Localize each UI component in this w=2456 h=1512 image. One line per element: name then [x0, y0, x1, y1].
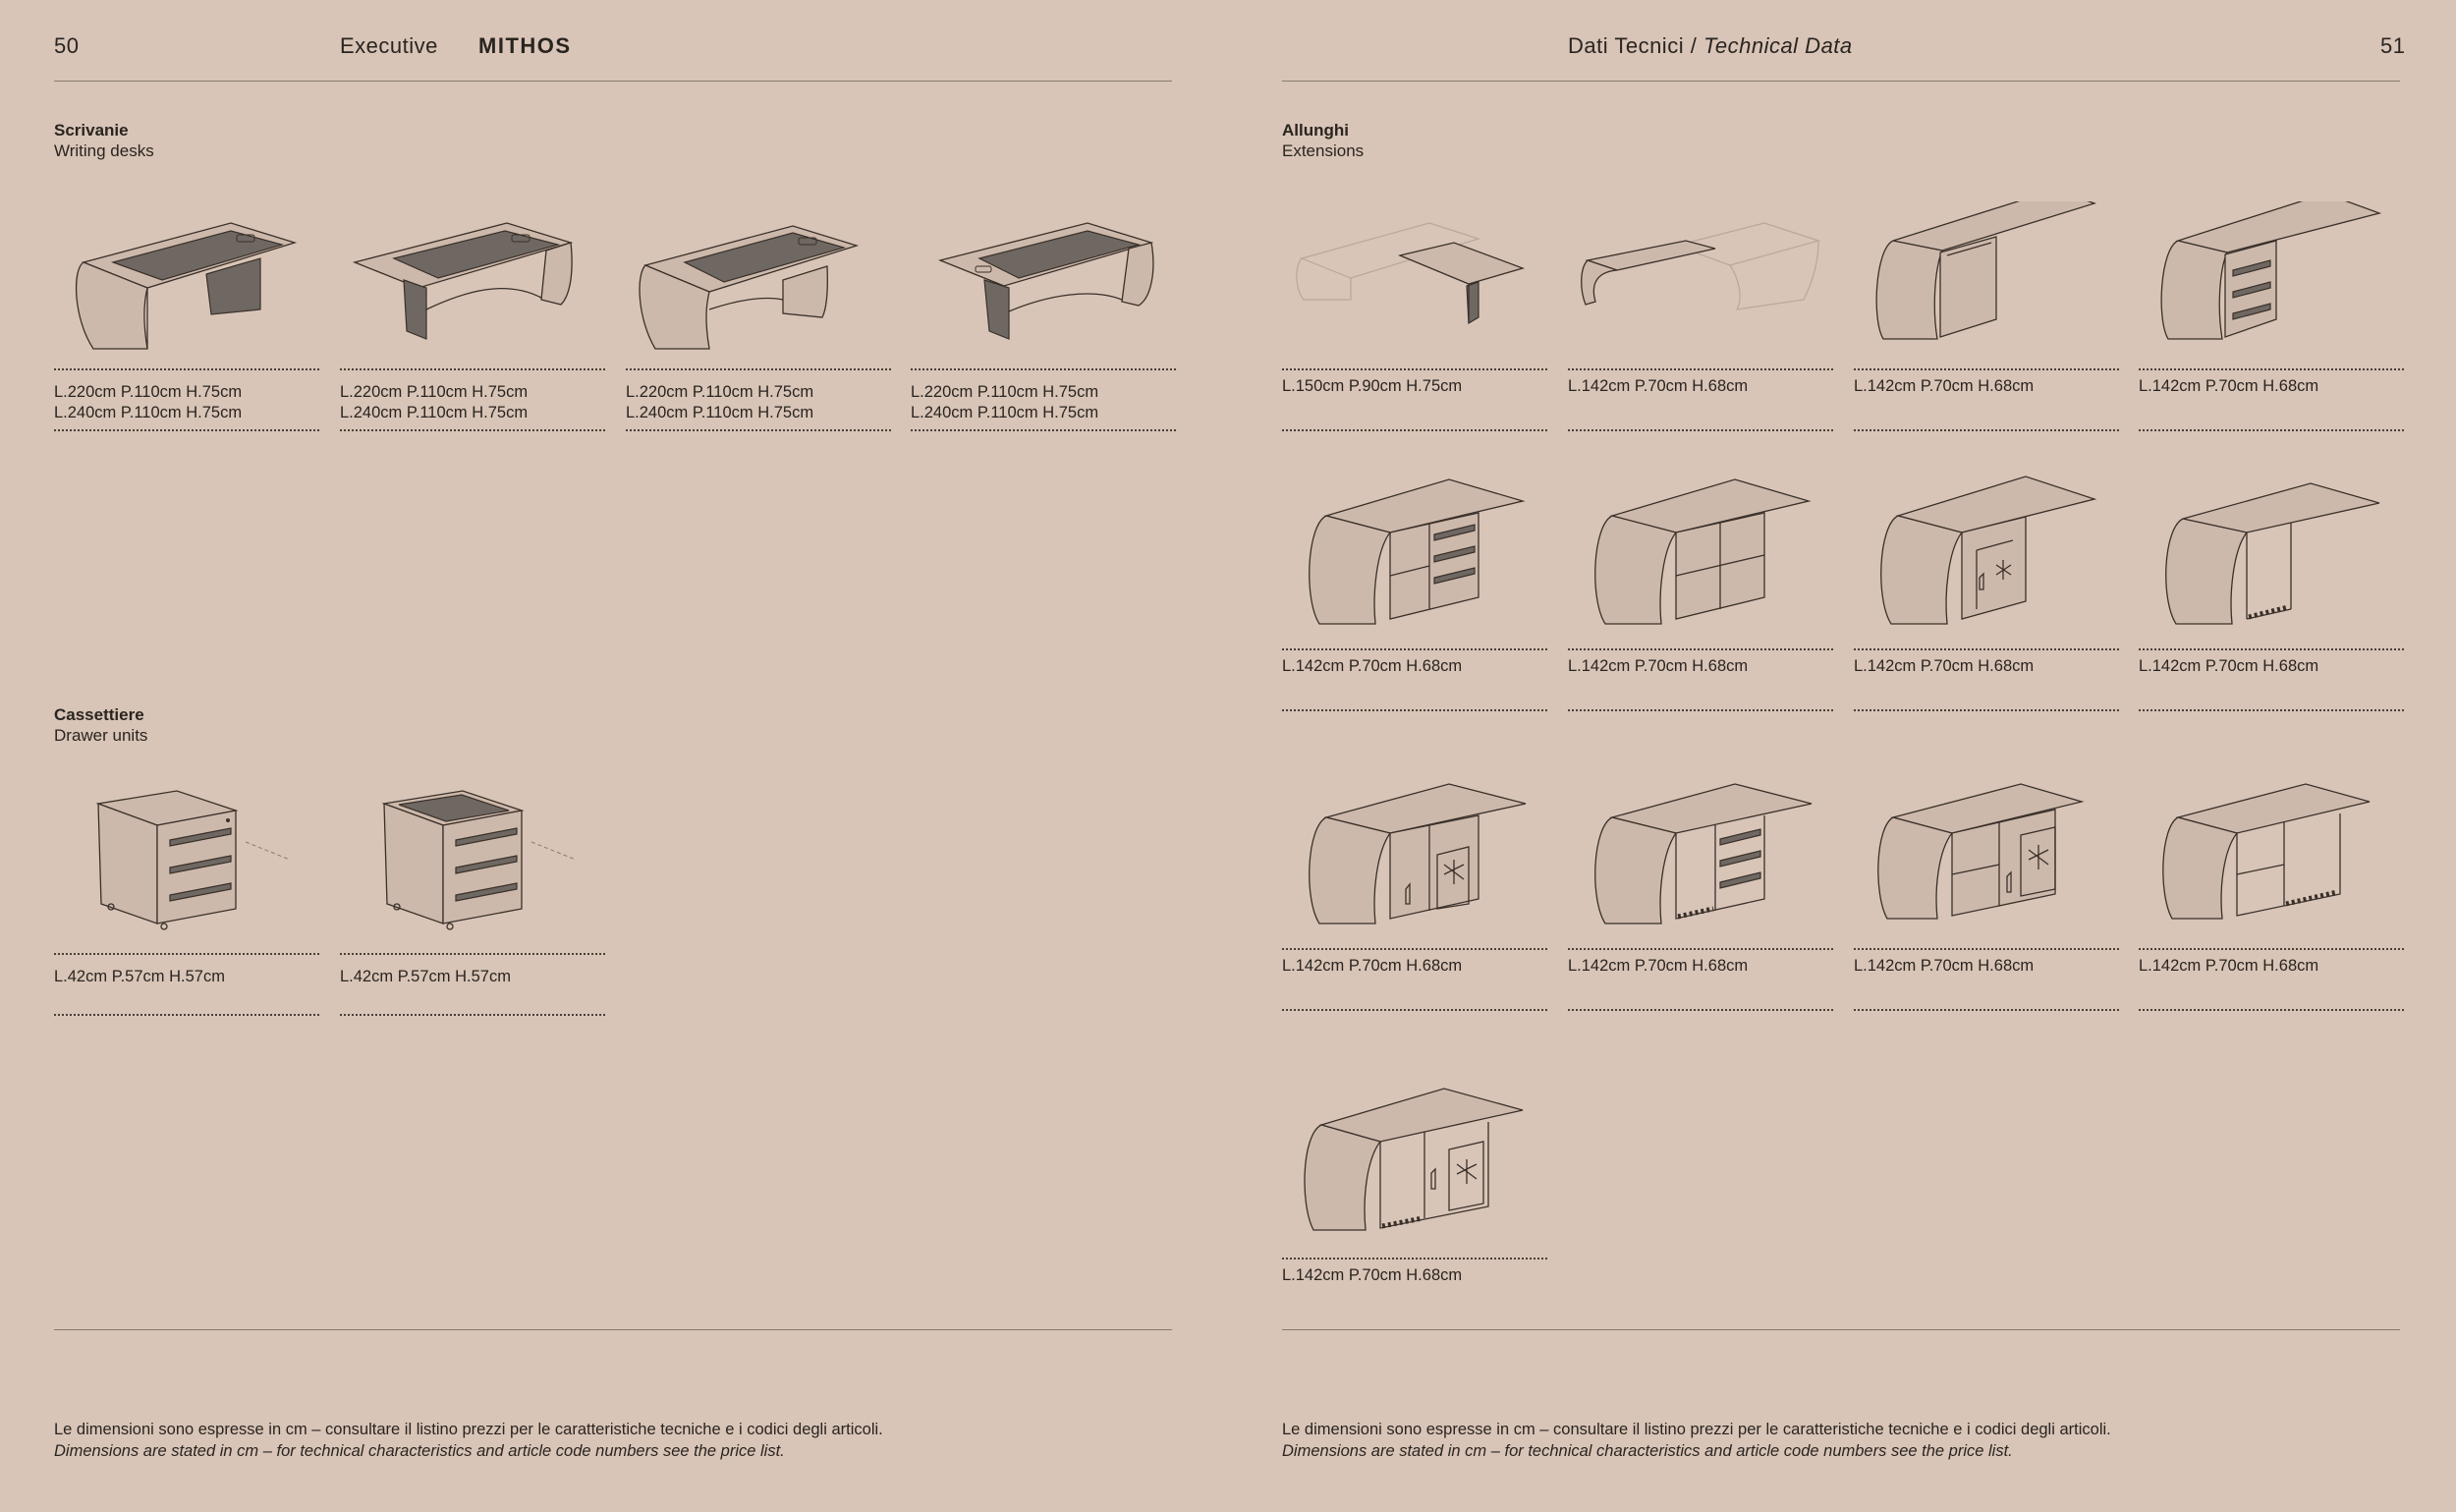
product-item: [626, 201, 891, 431]
dimensions-caption: L.220cm P.110cm H.75cm L.240cm P.110cm H.75cm: [340, 383, 529, 421]
section-heading-writing-desks: Scrivanie Writing desks: [54, 121, 154, 160]
divider-dots: [2139, 1009, 2404, 1011]
divider-dots: [340, 429, 605, 431]
dimensions-caption: L.220cm P.110cm H.75cm L.240cm P.110cm H.75cm: [54, 383, 243, 421]
product-item: [1568, 201, 1833, 431]
section-heading-drawer-units: Cassettiere Drawer units: [54, 705, 148, 745]
dimensions-caption: L.142cm P.70cm H.68cm: [2139, 377, 2319, 395]
divider-dots: [340, 1014, 605, 1016]
divider-dots: [1854, 429, 2119, 431]
product-item: [2139, 776, 2404, 1011]
divider-dots: [54, 1014, 319, 1016]
extension-minibar-drawers-icon: [1282, 776, 1547, 948]
writing-desk-icon: [340, 201, 605, 368]
technical-data-heading: Dati Tecnici / Technical Data: [1568, 33, 1853, 58]
collection-name: Executive: [340, 33, 438, 58]
extension-table-icon: [1282, 201, 1547, 368]
footer-note: Le dimensioni sono espresse in cm – consultare il listino prezzi per le caratteristiche tecniche e i codici degli articoli. Dimensions are stated in cm – for technical characteristics and article code numbers see the price list.: [1282, 1421, 2111, 1460]
extension-cabinet-drawers-icon: [2139, 201, 2404, 368]
extension-shelf-minibar-icon: [1854, 776, 2119, 948]
dimensions-caption: L.142cm P.70cm H.68cm: [2139, 957, 2319, 975]
product-item: [1282, 472, 1547, 711]
footer-note: Le dimensioni sono espresse in cm – consultare il listino prezzi per le caratteristiche tecniche e i codici degli articoli. Dimensions are stated in cm – for technical characteristics and article code numbers see the price list.: [54, 1421, 883, 1460]
dimensions-caption: L.42cm P.57cm H.57cm: [340, 968, 511, 985]
dimensions-caption: L.142cm P.70cm H.68cm: [1854, 657, 2035, 675]
product-item: [54, 781, 319, 1016]
extension-open-shelves-icon: [1568, 472, 1833, 648]
divider-dots: [1568, 429, 1833, 431]
brand-name: MITHOS: [478, 33, 572, 58]
dimensions-caption: L.142cm P.70cm H.68cm: [1282, 657, 1463, 675]
divider-dots: [1854, 709, 2119, 711]
dimensions-caption: L.142cm P.70cm H.68cm: [1568, 657, 1749, 675]
product-item: [2139, 472, 2404, 711]
extension-shelf-open-icon: [2139, 776, 2404, 948]
extension-open-icon: [2139, 472, 2404, 648]
dimensions-caption: L.142cm P.70cm H.68cm: [1282, 957, 1463, 975]
dimensions-caption: L.142cm P.70cm H.68cm: [1854, 957, 2035, 975]
product-item: [911, 201, 1176, 431]
dimensions-caption: L.142cm P.70cm H.68cm: [1854, 377, 2035, 395]
product-item: [1282, 1081, 1547, 1289]
drawer-unit-icon: [340, 781, 605, 953]
footer-divider: [54, 1329, 1172, 1330]
divider-dots: [1282, 709, 1547, 711]
section-heading-extensions: Allunghi Extensions: [1282, 121, 1365, 160]
dimensions-caption: L.142cm P.70cm H.68cm: [1568, 957, 1749, 975]
divider-dots: [1854, 1009, 2119, 1011]
product-item: [1854, 776, 2119, 1011]
divider-dots: [2139, 709, 2404, 711]
product-item: [2139, 201, 2404, 431]
writing-desk-icon: [54, 201, 319, 368]
product-item: [1568, 776, 1833, 1011]
product-item: [54, 201, 319, 431]
extension-cabinet-door-icon: [1854, 201, 2119, 368]
dimensions-caption: L.142cm P.70cm H.68cm: [2139, 657, 2319, 675]
dimensions-caption: L.220cm P.110cm H.75cm L.240cm P.110cm H.75cm: [911, 383, 1099, 421]
dimensions-caption: L.142cm P.70cm H.68cm: [1282, 1266, 1463, 1284]
writing-desk-icon: [911, 201, 1176, 368]
extension-wide-minibar-icon: [1282, 1081, 1547, 1258]
divider-dots: [54, 429, 319, 431]
dimensions-caption: L.42cm P.57cm H.57cm: [54, 968, 225, 985]
product-item: [1282, 201, 1547, 431]
product-item: [1854, 472, 2119, 711]
extension-minibar-icon: [1854, 472, 2119, 648]
divider-dots: [2139, 429, 2404, 431]
product-item: [1854, 201, 2119, 431]
extension-drawers-open-icon: [1568, 776, 1833, 948]
dimensions-caption: L.150cm P.90cm H.75cm: [1282, 377, 1463, 395]
divider-dots: [626, 429, 891, 431]
divider-dots: [911, 429, 1176, 431]
drawer-unit-icon: [54, 781, 319, 953]
writing-desk-icon: [626, 201, 891, 368]
product-item: [340, 781, 605, 1016]
right-page: [1228, 0, 2456, 1512]
page-number: 51: [2380, 33, 2406, 58]
footer-divider: [1282, 1329, 2400, 1330]
header-divider: [1282, 81, 2400, 82]
divider-dots: [1568, 709, 1833, 711]
product-item: [1282, 776, 1547, 1011]
header-divider: [54, 81, 1172, 82]
product-item: [1568, 472, 1833, 711]
page-number: 50: [54, 33, 80, 58]
divider-dots: [1282, 1009, 1547, 1011]
dimensions-caption: L.142cm P.70cm H.68cm: [1568, 377, 1749, 395]
divider-dots: [1568, 1009, 1833, 1011]
extension-return-icon: [1568, 201, 1833, 368]
extension-drawers-shelf-icon: [1282, 472, 1547, 648]
divider-dots: [1282, 429, 1547, 431]
dimensions-caption: L.220cm P.110cm H.75cm L.240cm P.110cm H.75cm: [626, 383, 814, 421]
product-item: [340, 201, 605, 431]
